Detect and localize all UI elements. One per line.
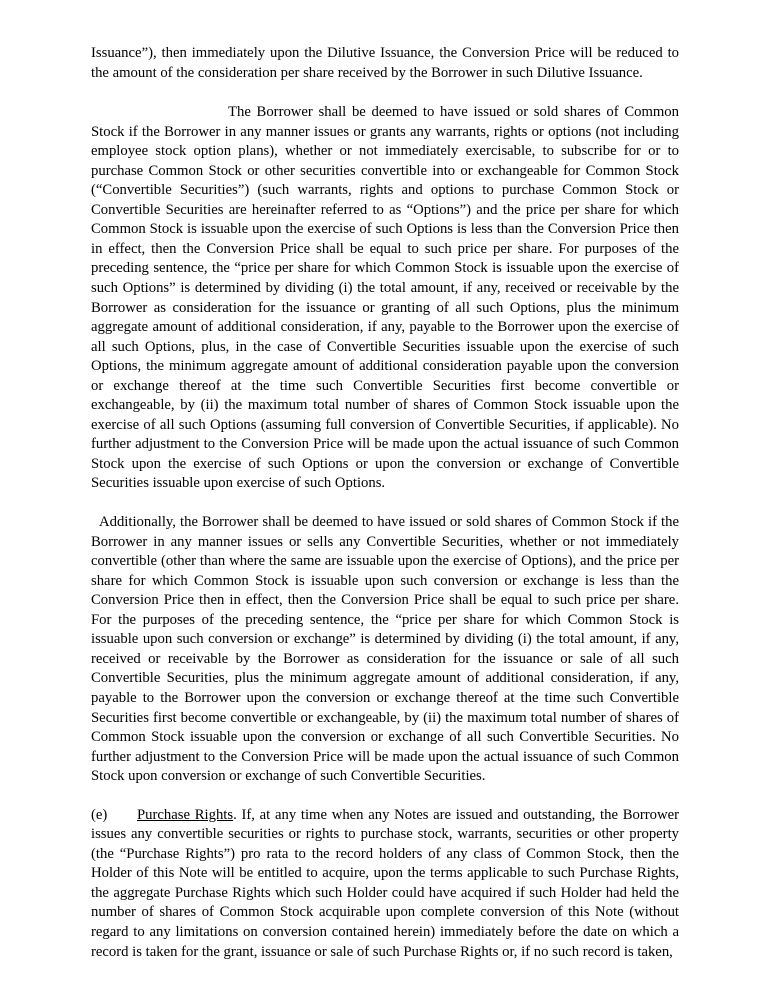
section-e-heading: Purchase Rights (137, 806, 234, 823)
section-e-purchase-rights (91, 806, 679, 962)
section-e-label: (e) (91, 806, 108, 823)
paragraph-options: The Borrower shall be deemed to have issued or sold shares of Common Stock if the Borrower in any manner issues or grants any warrants, rights or options (not including employee stock option plans), whether or not immediately exercisable, to subscribe for or to purchase Common Stock or other securities convertible into or exchangeable for Common Stock (“Convertible Securities”) (such warrants, rights and options to purchase Common Stock or Convertible Securities are hereinafter referred to as “Options”) and the price per share for which Common Stock is issuable upon the exercise of such Options is less than the Conversion Price then in effect, then the Conversion Price shall be equal to such price per share. For purposes of the preceding sentence, the “price per share for which Common Stock is issuable upon the exercise of such Options” is determined by dividing (i) the total amount, if any, received or receivable by the Borrower as consideration for the issuance or granting of all such Options, plus the minimum aggregate amount of additional consideration, if any, payable to the Borrower upon the exercise of all such Options, plus, in the case of Convertible Securities issuable upon the exercise of such Options, the minimum aggregate amount of additional consideration payable upon the conversion or exchange thereof at the time such Convertible Securities first become convertible or exchangeable, by (ii) the maximum total number of shares of Common Stock issuable upon the exercise of all such Options (assuming full conversion of Convertible Securities, if applicable). No further adjustment to the Conversion Price will be made upon the actual issuance of such Common Stock upon the exercise of such Options or upon the conversion or exchange of Convertible Securities issuable upon exercise of such Options. (91, 104, 679, 492)
section-e-text: . If, at any time when any Notes are issued and outstanding, the Borrower issues any convertible securities or rights to purchase stock, warrants, securities or other property (the “Purchase Rights”) pro rata to the record holders of any class of Common Stock, then the Holder of this Note will be entitled to acquire, upon the terms applicable to such Purchase Rights, the aggregate Purchase Rights which such Holder could have acquired if such Holder had held the number of shares of Common Stock acquirable upon complete conversion of this Note (without regard to any limitations on conversion contained herein) immediately before the date on which a record is taken for the grant, issuance or sale of such Purchase Rights or, if no such record is taken, (91, 806, 679, 960)
paragraph-convertible-securities: Additionally, the Borrower shall be deemed to have issued or sold shares of Common Stock if the Borrower in any manner issues or sells any Convertible Securities, whether or not immediately convertible (other than where the same are issuable upon the exercise of Options), and the price per share for which Common Stock is issuable upon such conversion or exchange is less than the Conversion Price then in effect, then the Conversion Price shall be equal to such price per share. For the purposes of the preceding sentence, the “price per share for which Common Stock is issuable upon such conversion or exchange” is determined by dividing (i) the total amount, if any, received or receivable by the Borrower as consideration for the issuance or sale of all such Convertible Securities, plus the minimum aggregate amount of additional consideration, if any, payable to the Borrower upon the conversion or exchange thereof at the time such Convertible Securities first become convertible or exchangeable, by (ii) the maximum total number of shares of Common Stock issuable upon the conversion or exchange of all such Convertible Securities. No further adjustment to the Conversion Price will be made upon the actual issuance of such Common Stock upon conversion or exchange of such Convertible Securities. (91, 514, 679, 785)
paragraph-dilutive-issuance: Issuance”), then immediately upon the Dilutive Issuance, the Conversion Price will be reduced to the amount of the consideration per share received by the Borrower in such Dilutive Issuance. (91, 45, 679, 81)
document-page (91, 44, 679, 962)
